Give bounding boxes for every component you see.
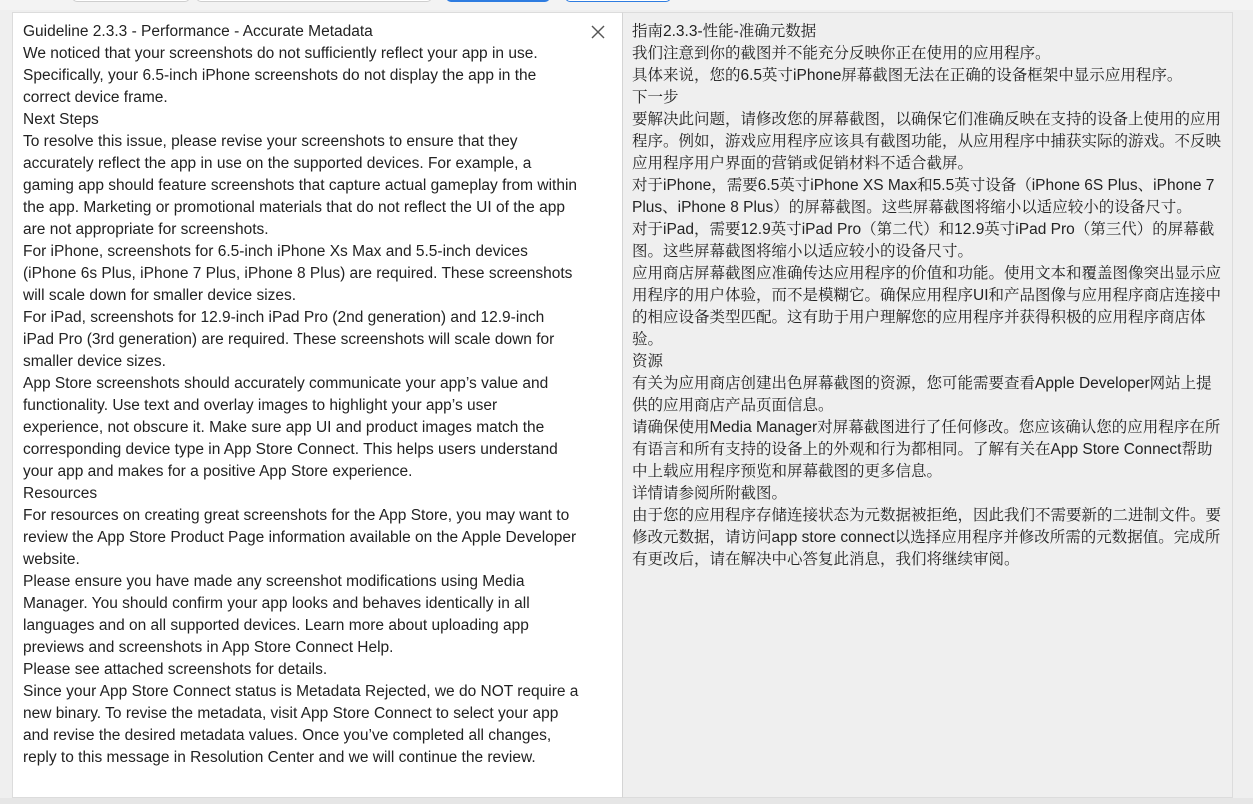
translated-text: 指南2.3.3-性能-准确元数据 我们注意到你的截图并不能充分反映你正在使用的应用程序。 具体来说，您的6.5英寸iPhone屏幕截图无法在正确的设备框架中显示应用程序。 下一步 要解决此问题，请修改您的屏幕截图，以确保它们准确反映在支持的设备上使用的应用程序。例如，游戏应用程序应该具有截图功能，从应用程序中捕获实际的游戏。不反映应用程序用户界面的营销或促销材料不适合截屏。 对于iPhone，需要6.5英寸iPhone XS Max和5.5英寸设备（iPhone 6S Plus、iPhone 7 Plus、iPhone 8 Plus）的屏幕截图。这些屏幕截图将缩小以适应较小的设备尺寸。 对于iPad，需要12.9英寸iPad Pro（第二代）和12.9英寸iPad Pro（第三代）的屏幕截图。这些屏幕截图将缩小以适应较小的设备尺寸。 应用商店屏幕截图应准确传达应用程序的价值和功能。使用文本和覆盖图像突出显示应用程序的用户体验，而不是模糊它。确保应用程序UI和产品图像与应用程序商店连接中的相应设备类型匹配。这有助于用户理解您的应用程序并获得积极的应用程序商店体验。 资源 有关为应用商店创建出色屏幕截图的资源，您可能需要查看Apple Developer网站上提供的应用商店产品页面信息。 请确保使用Media Manager对屏幕截图进行了任何修改。您应该确认您的应用程序在所有语言和所有支持的设备上的外观和行为都相同。了解有关在App Store Connect帮助中上载应用程序预览和屏幕截图的更多信息。 详情请参阅所附截图。 由于您的应用程序存储连接状态为元数据被拒绝，因此我们不需要新的二进制文件。要修改元数据，请访问app store connect以选择应用程序并修改所需的元数据值。完成所有更改后，请在解决中心答复此消息，我们将继续审阅。 [632, 23, 1222, 568]
source-text-pane[interactable] [12, 12, 622, 798]
toolbar-button-2[interactable] [196, 0, 432, 2]
translation-pane [622, 12, 1233, 798]
bottom-edge [0, 798, 1253, 804]
source-text[interactable]: Guideline 2.3.3 - Performance - Accurate Metadata We noticed that your screenshots do not sufficiently reflect your app in use. Specifically, your 6.5-inch iPhone screenshots do not display the app in the correct device frame. Next Steps To resolve this issue, please revise your screenshots to ensure that they accurately reflect the app in use on the supported devices. For example, a gaming app should feature screenshots that capture actual gameplay from within the app. Marketing or promotional materials that do not reflect the UI of the app are not appropriate for screenshots. For iPhone, screenshots for 6.5-inch iPhone Xs Max and 5.5-inch devices (iPhone 6s Plus, iPhone 7 Plus, iPhone 8 Plus) are required. These screenshots will scale down for smaller device sizes. For iPad, screenshots for 12.9-inch iPad Pro (2nd generation) and 12.9-inch iPad Pro (3rd generation) are required. These screenshots will scale down for smaller device sizes. App Store screenshots should accurately communicate your app’s value and functionality. Use text and overlay images to highlight your app’s user experience, not obscure it. Make sure app UI and product images match the corresponding device type in App Store Connect. This helps users understand your app and makes for a positive App Store experience. Resources For resources on creating great screenshots for the App Store, you may want to review the App Store Product Page information available on the Apple Developer website. Please ensure you have made any screenshot modifications using Media Manager. You should confirm your app looks and behaves identically in all languages and on all supported devices. Learn more about uploading app previews and screenshots in App Store Connect Help. Please see attached screenshots for details. Since your App Store Connect status is Metadata Rejected, we do NOT require a new binary. To revise the metadata, visit App Store Connect to select your app and revise the desired metadata values. Once you’ve completed all changes, reply to this message in Resolution Center and we will continue the review. [23, 23, 579, 766]
close-icon[interactable] [589, 23, 607, 41]
toolbar-button-primary[interactable] [446, 0, 550, 2]
toolbar-button-secondary[interactable] [565, 0, 671, 2]
toolbar-button-1[interactable] [72, 0, 190, 2]
top-toolbar-strip [0, 0, 1253, 10]
